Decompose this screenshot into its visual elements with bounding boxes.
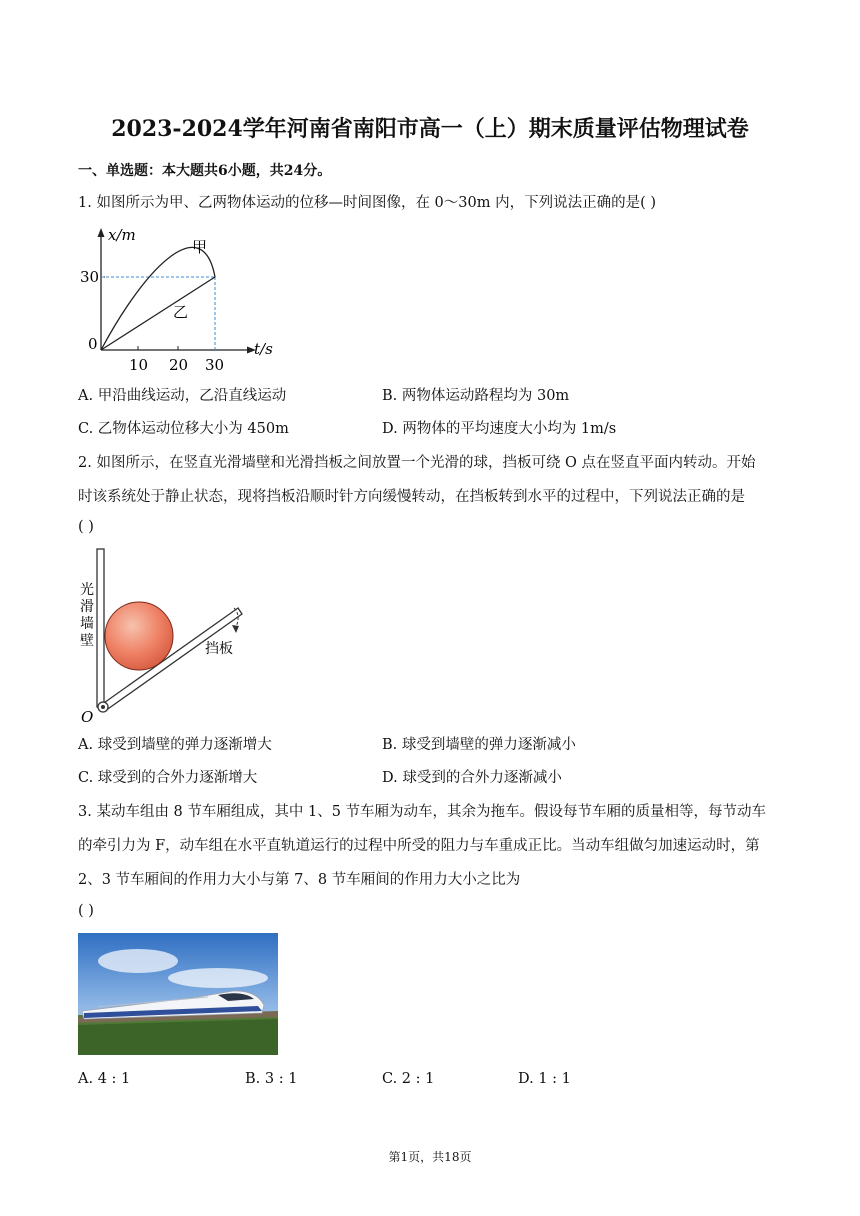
q3-stem-line2: 的牵引力为 F，动车组在水平直轨道运行的过程中所受的阻力与车重成正比。当动车组做匀加速运动时，第: [78, 838, 760, 854]
q2-wall-label-2: 滑: [80, 599, 94, 615]
q3-option-b: B. 3 : 1: [245, 1071, 298, 1087]
q2-wall-label-3: 墙: [80, 616, 94, 632]
q1-option-d: D. 两物体的平均速度大小均为 1m/s: [382, 421, 617, 437]
q1-tick-30-x: 30: [205, 356, 225, 372]
q1-curve-jia: [101, 247, 215, 350]
q2-stem-line2: 时该系统处于静止状态，现将挡板沿顺时针方向缓慢转动，在挡板转到水平的过程中，下列说法正确的是: [78, 489, 745, 505]
q1-label-jia: 甲: [192, 238, 208, 256]
q1-tick-30-y: 30: [80, 268, 100, 286]
page-footer: 第1页，共18页: [388, 1150, 472, 1164]
q1-line-yi: [101, 277, 215, 350]
q2-wall-label-4: 壁: [80, 633, 94, 649]
q2-wall-board-figure: [78, 545, 258, 725]
q2-stem-line1: 2. 如图所示，在竖直光滑墙壁和光滑挡板之间放置一个光滑的球，挡板可绕 O 点在竖直平面内转动。开始: [78, 455, 756, 471]
q1-option-b: B. 两物体运动路程均为 30m: [382, 388, 570, 404]
q3-option-d: D. 1 : 1: [518, 1071, 571, 1087]
q1-label-yi: 乙: [173, 303, 189, 321]
section-heading: 一、单选题：本大题共6小题，共24分。: [78, 163, 332, 179]
q2-point-o: O: [81, 708, 94, 725]
q1-tick-20: 20: [169, 356, 189, 372]
q3-stem-line1: 3. 某动车组由 8 节车厢组成，其中 1、5 节车厢为动车，其余为拖车。假设每节车厢的质量相等，每节动车: [78, 804, 767, 820]
q2-board-label: 挡板: [205, 641, 233, 657]
q2-wall: [97, 549, 104, 707]
q1-xlabel: t/s: [254, 340, 273, 358]
q1-origin: 0: [88, 335, 98, 353]
q3-stem-line3: 2、3 节车厢间的作用力大小与第 7、8 节车厢间的作用力大小之比为: [78, 872, 521, 888]
q3-stem-line4: ( ): [78, 903, 94, 919]
page-title: 2023-2024学年河南省南阳市高一（上）期末质量评估物理试卷: [111, 116, 749, 142]
q1-y-axis-arrow: [98, 228, 105, 237]
q3-option-c: C. 2 : 1: [382, 1071, 435, 1087]
q3-option-a: A. 4 : 1: [78, 1071, 131, 1087]
q2-wall-label-1: 光: [80, 582, 94, 598]
q3-train-photo: [78, 933, 278, 1055]
q1-option-a: A. 甲沿曲线运动，乙沿直线运动: [78, 388, 287, 404]
q1-ylabel: x/m: [108, 226, 136, 244]
q1-xt-graph: [78, 222, 288, 372]
q2-option-d: D. 球受到的合外力逐渐减小: [382, 770, 562, 786]
q2-option-a: A. 球受到墙壁的弹力逐渐增大: [78, 737, 272, 753]
q1-stem: 1. 如图所示为甲、乙两物体运动的位移—时间图像，在 0～30m 内，下列说法正确的是( ): [78, 195, 657, 211]
q1-tick-10: 10: [129, 356, 149, 372]
q2-ball: [105, 602, 173, 670]
q1-option-c: C. 乙物体运动位移大小为 450m: [78, 421, 289, 437]
q2-option-c: C. 球受到的合外力逐渐增大: [78, 770, 258, 786]
q2-option-b: B. 球受到墙壁的弹力逐渐减小: [382, 737, 576, 753]
q2-stem-line3: ( ): [78, 519, 94, 535]
